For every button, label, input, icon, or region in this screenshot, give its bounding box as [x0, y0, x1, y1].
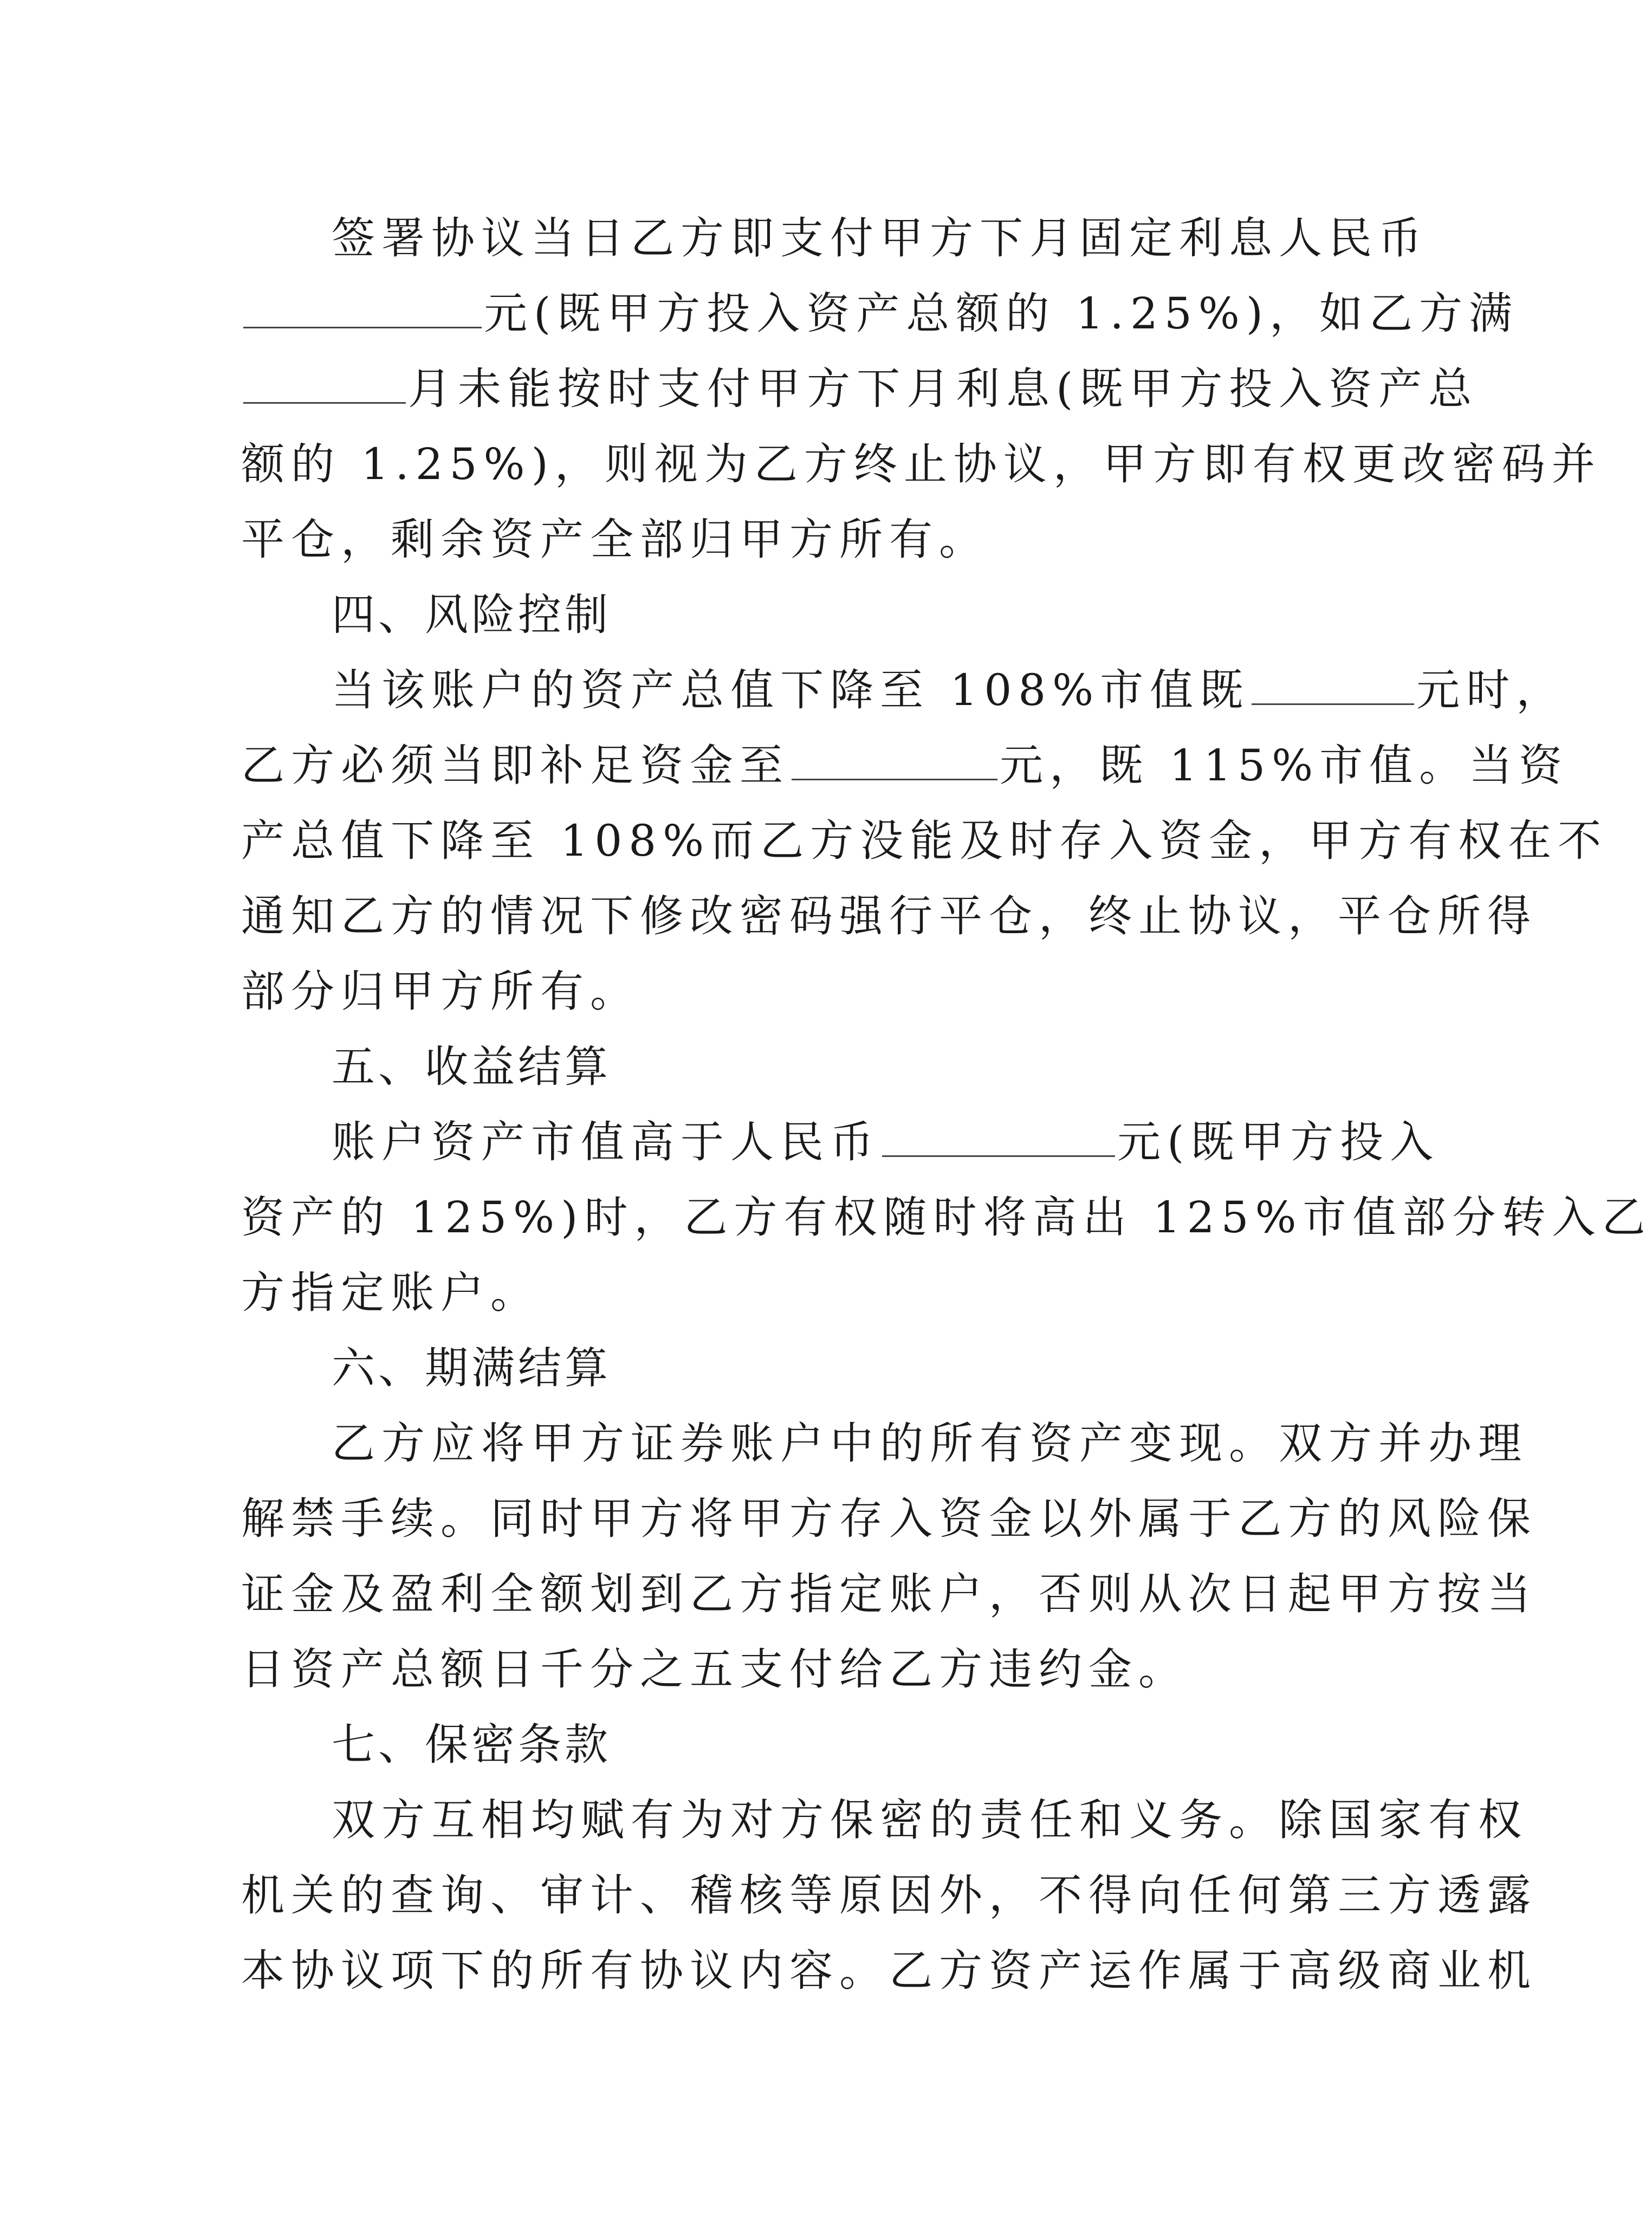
- paragraph-line: 方指定账户。: [241, 1268, 540, 1318]
- paragraph-line: 通知乙方的情况下修改密码强行平仓，终止协议，平仓所得: [241, 891, 1537, 941]
- paragraph-line: 乙方应将甲方证券账户中的所有资产变现。双方并办理: [332, 1418, 1528, 1469]
- paragraph-line: [332, 1102, 1440, 1183]
- paragraph-line: 产总值下降至 108%而乙方没能及时存入资金，甲方有权在不: [241, 816, 1608, 866]
- fill-in-blank: [1252, 668, 1414, 705]
- paragraph-line: [241, 348, 1479, 430]
- paragraph-line: 解禁手续。同时甲方将甲方存入资金以外属于乙方的风险保: [241, 1493, 1537, 1544]
- fill-in-blank: [882, 1120, 1115, 1157]
- paragraph-text: 元(既甲方投入资产总额的 1.25%)，如乙方满: [484, 288, 1519, 339]
- paragraph-line: 机关的查询、审计、稽核等原因外，不得向任何第三方透露: [241, 1870, 1537, 1920]
- paragraph-text: 月未能按时支付甲方下月利息(既甲方投入资产总: [408, 364, 1479, 414]
- paragraph-text: 乙方必须当即补足资金至: [241, 740, 789, 791]
- paragraph-line: 签署协议当日乙方即支付甲方下月固定利息人民币: [332, 213, 1428, 263]
- paragraph-line: 日资产总额日千分之五支付给乙方违约金。: [241, 1644, 1188, 1695]
- paragraph-line: 部分归甲方所有。: [241, 966, 640, 1017]
- paragraph-line: 资产的 125%)时，乙方有权随时将高出 125%市值部分转入乙: [241, 1192, 1652, 1243]
- section-heading: 七、保密条款: [332, 1719, 611, 1770]
- paragraph-line: [241, 273, 1519, 354]
- fill-in-blank: [243, 291, 482, 328]
- fill-in-blank: [243, 366, 406, 404]
- paragraph-line: [332, 650, 1566, 731]
- paragraph-text: 元，既 115%市值。当资: [1000, 740, 1569, 791]
- paragraph-line: [241, 725, 1569, 806]
- paragraph-line: 额的 1.25%)，则视为乙方终止协议，甲方即有权更改密码并: [241, 439, 1602, 489]
- paragraph-line: 双方互相均赋有为对方保密的责任和义务。除国家有权: [332, 1795, 1528, 1845]
- fill-in-blank: [792, 743, 997, 780]
- paragraph-text: 账户资产市值高于人民币: [332, 1117, 880, 1167]
- paragraph-line: 本协议项下的所有协议内容。乙方资产运作属于高级商业机: [241, 1945, 1537, 1996]
- paragraph-line: 平仓，剩余资产全部归甲方所有。: [241, 514, 989, 565]
- section-heading: 六、期满结算: [332, 1343, 611, 1393]
- paragraph-text: 当该账户的资产总值下降至 108%市值既: [332, 665, 1250, 715]
- section-heading: 四、风险控制: [332, 590, 611, 640]
- section-heading: 五、收益结算: [332, 1042, 611, 1092]
- paragraph-line: 证金及盈利全额划到乙方指定账户，否则从次日起甲方按当: [241, 1569, 1537, 1619]
- paragraph-text: 元时，: [1416, 665, 1566, 715]
- paragraph-text: 元(既甲方投入: [1117, 1117, 1440, 1167]
